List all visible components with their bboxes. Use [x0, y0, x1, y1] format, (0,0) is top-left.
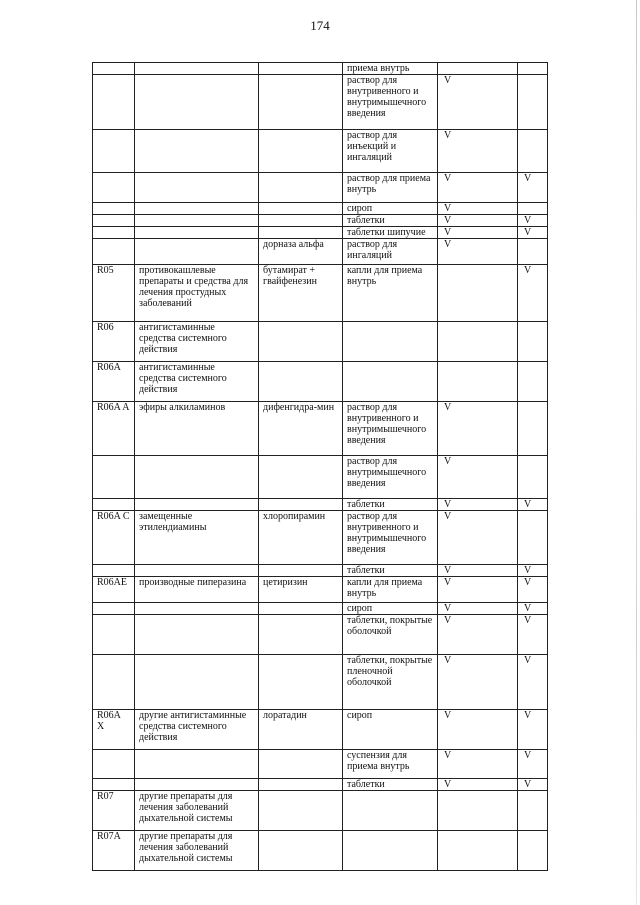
- mark-v2-cell: [518, 791, 548, 831]
- mark-v2-cell: [518, 362, 548, 402]
- group-name-cell: производные пиперазина: [135, 577, 259, 603]
- group-name-cell: [135, 456, 259, 499]
- atc-code-cell: R07: [93, 791, 135, 831]
- mark-v2-cell: [518, 203, 548, 215]
- mark-v2-cell: V: [518, 779, 548, 791]
- table-row: [93, 577, 548, 603]
- group-name-cell: [135, 615, 259, 655]
- dosage-form-cell: сироп: [343, 203, 438, 215]
- mark-v2-cell: V: [518, 577, 548, 603]
- mark-v1-cell: V: [438, 710, 518, 750]
- table-row: [93, 402, 548, 456]
- inn-cell: [259, 362, 343, 402]
- atc-code-cell: [93, 750, 135, 779]
- mark-v1-cell: [438, 362, 518, 402]
- inn-cell: хлоропирамин: [259, 511, 343, 565]
- dosage-form-cell: раствор для внутривенного и внутримышечного введения: [343, 511, 438, 565]
- table-row: [93, 791, 548, 831]
- table-row: [93, 173, 548, 203]
- dosage-form-cell: раствор для приема внутрь: [343, 173, 438, 203]
- mark-v1-cell: [438, 791, 518, 831]
- table-row: [93, 511, 548, 565]
- dosage-form-cell: [343, 791, 438, 831]
- dosage-form-cell: таблетки: [343, 215, 438, 227]
- atc-code-cell: [93, 63, 135, 75]
- inn-cell: цетиризин: [259, 577, 343, 603]
- dosage-form-cell: таблетки шипучие: [343, 227, 438, 239]
- mark-v2-cell: V: [518, 499, 548, 511]
- group-name-cell: [135, 603, 259, 615]
- table-row: [93, 615, 548, 655]
- inn-cell: [259, 791, 343, 831]
- drug-table-container: [92, 62, 547, 871]
- mark-v2-cell: V: [518, 227, 548, 239]
- mark-v2-cell: [518, 322, 548, 362]
- mark-v1-cell: V: [438, 779, 518, 791]
- table-row: [93, 710, 548, 750]
- group-name-cell: другие антигистаминные средства системного действия: [135, 710, 259, 750]
- atc-code-cell: [93, 239, 135, 265]
- mark-v1-cell: V: [438, 227, 518, 239]
- drug-table-body: [93, 63, 548, 871]
- atc-code-cell: R07A: [93, 831, 135, 871]
- mark-v1-cell: [438, 265, 518, 322]
- mark-v1-cell: V: [438, 75, 518, 130]
- table-row: [93, 215, 548, 227]
- mark-v2-cell: V: [518, 173, 548, 203]
- group-name-cell: [135, 130, 259, 173]
- dosage-form-cell: раствор для инъекций и ингаляций: [343, 130, 438, 173]
- inn-cell: дифенгидра-мин: [259, 402, 343, 456]
- atc-code-cell: [93, 565, 135, 577]
- dosage-form-cell: приема внутрь: [343, 63, 438, 75]
- group-name-cell: другие препараты для лечения заболеваний дыхательной системы: [135, 791, 259, 831]
- mark-v2-cell: [518, 456, 548, 499]
- inn-cell: [259, 615, 343, 655]
- table-row: [93, 499, 548, 511]
- dosage-form-cell: сироп: [343, 710, 438, 750]
- mark-v2-cell: V: [518, 603, 548, 615]
- dosage-form-cell: [343, 322, 438, 362]
- inn-cell: [259, 831, 343, 871]
- dosage-form-cell: капли для приема внутрь: [343, 577, 438, 603]
- mark-v1-cell: V: [438, 215, 518, 227]
- atc-code-cell: R06A A: [93, 402, 135, 456]
- atc-code-cell: [93, 615, 135, 655]
- group-name-cell: [135, 779, 259, 791]
- atc-code-cell: [93, 75, 135, 130]
- atc-code-cell: [93, 227, 135, 239]
- dosage-form-cell: таблетки: [343, 499, 438, 511]
- table-row: [93, 203, 548, 215]
- atc-code-cell: [93, 215, 135, 227]
- table-row: [93, 831, 548, 871]
- inn-cell: [259, 322, 343, 362]
- mark-v2-cell: V: [518, 215, 548, 227]
- mark-v1-cell: V: [438, 511, 518, 565]
- inn-cell: [259, 63, 343, 75]
- table-row: [93, 265, 548, 322]
- group-name-cell: антигистаминные средства системного действия: [135, 322, 259, 362]
- dosage-form-cell: таблетки: [343, 565, 438, 577]
- mark-v2-cell: V: [518, 615, 548, 655]
- atc-code-cell: [93, 655, 135, 710]
- mark-v1-cell: V: [438, 239, 518, 265]
- dosage-form-cell: раствор для внутривенного и внутримышечного введения: [343, 75, 438, 130]
- dosage-form-cell: таблетки: [343, 779, 438, 791]
- table-row: [93, 75, 548, 130]
- dosage-form-cell: капли для приема внутрь: [343, 265, 438, 322]
- table-row: [93, 227, 548, 239]
- inn-cell: [259, 603, 343, 615]
- table-row: [93, 603, 548, 615]
- dosage-form-cell: [343, 831, 438, 871]
- dosage-form-cell: раствор для внутривенного и внутримышечного введения: [343, 402, 438, 456]
- group-name-cell: [135, 203, 259, 215]
- mark-v2-cell: [518, 63, 548, 75]
- mark-v1-cell: V: [438, 130, 518, 173]
- atc-code-cell: R06A C: [93, 511, 135, 565]
- mark-v1-cell: V: [438, 499, 518, 511]
- mark-v2-cell: V: [518, 750, 548, 779]
- group-name-cell: [135, 173, 259, 203]
- mark-v1-cell: V: [438, 750, 518, 779]
- mark-v1-cell: V: [438, 565, 518, 577]
- table-row: [93, 655, 548, 710]
- dosage-form-cell: раствор для ингаляций: [343, 239, 438, 265]
- group-name-cell: антигистаминные средства системного действия: [135, 362, 259, 402]
- atc-code-cell: R06A X: [93, 710, 135, 750]
- inn-cell: [259, 655, 343, 710]
- table-row: [93, 456, 548, 499]
- group-name-cell: [135, 227, 259, 239]
- mark-v1-cell: V: [438, 203, 518, 215]
- table-row: [93, 322, 548, 362]
- group-name-cell: [135, 750, 259, 779]
- mark-v1-cell: [438, 831, 518, 871]
- atc-code-cell: R06: [93, 322, 135, 362]
- mark-v2-cell: [518, 130, 548, 173]
- mark-v2-cell: [518, 239, 548, 265]
- group-name-cell: противокашлевые препараты и средства для лечения простудных заболеваний: [135, 265, 259, 322]
- group-name-cell: [135, 565, 259, 577]
- group-name-cell: [135, 239, 259, 265]
- inn-cell: [259, 565, 343, 577]
- mark-v1-cell: V: [438, 402, 518, 456]
- group-name-cell: [135, 75, 259, 130]
- mark-v1-cell: V: [438, 173, 518, 203]
- mark-v1-cell: [438, 322, 518, 362]
- mark-v1-cell: V: [438, 577, 518, 603]
- table-row: [93, 779, 548, 791]
- atc-code-cell: [93, 130, 135, 173]
- mark-v1-cell: V: [438, 603, 518, 615]
- mark-v1-cell: V: [438, 655, 518, 710]
- table-row: [93, 362, 548, 402]
- inn-cell: [259, 499, 343, 511]
- inn-cell: [259, 130, 343, 173]
- dosage-form-cell: суспензия для приема внутрь: [343, 750, 438, 779]
- inn-cell: лоратадин: [259, 710, 343, 750]
- mark-v2-cell: V: [518, 655, 548, 710]
- mark-v2-cell: [518, 511, 548, 565]
- dosage-form-cell: раствор для внутримышечного введения: [343, 456, 438, 499]
- atc-code-cell: [93, 173, 135, 203]
- group-name-cell: [135, 655, 259, 710]
- group-name-cell: [135, 215, 259, 227]
- inn-cell: [259, 215, 343, 227]
- inn-cell: бутамират + гвайфенезин: [259, 265, 343, 322]
- mark-v2-cell: V: [518, 265, 548, 322]
- table-row: [93, 130, 548, 173]
- group-name-cell: замещенные этилендиамины: [135, 511, 259, 565]
- mark-v2-cell: V: [518, 565, 548, 577]
- dosage-form-cell: сироп: [343, 603, 438, 615]
- atc-code-cell: [93, 499, 135, 511]
- group-name-cell: другие препараты для лечения заболеваний дыхательной системы: [135, 831, 259, 871]
- drug-table: [92, 62, 548, 871]
- table-row: [93, 565, 548, 577]
- inn-cell: дорназа альфа: [259, 239, 343, 265]
- inn-cell: [259, 456, 343, 499]
- atc-code-cell: [93, 779, 135, 791]
- scan-edge-line: [636, 0, 637, 905]
- dosage-form-cell: таблетки, покрытые пленочной оболочкой: [343, 655, 438, 710]
- mark-v1-cell: V: [438, 456, 518, 499]
- inn-cell: [259, 750, 343, 779]
- mark-v1-cell: V: [438, 615, 518, 655]
- group-name-cell: [135, 63, 259, 75]
- table-row: [93, 750, 548, 779]
- mark-v1-cell: [438, 63, 518, 75]
- page-number: 174: [310, 18, 330, 33]
- atc-code-cell: R05: [93, 265, 135, 322]
- atc-code-cell: [93, 456, 135, 499]
- dosage-form-cell: таблетки, покрытые оболочкой: [343, 615, 438, 655]
- inn-cell: [259, 203, 343, 215]
- mark-v2-cell: [518, 831, 548, 871]
- dosage-form-cell: [343, 362, 438, 402]
- inn-cell: [259, 227, 343, 239]
- mark-v2-cell: V: [518, 710, 548, 750]
- table-row: [93, 239, 548, 265]
- mark-v2-cell: [518, 402, 548, 456]
- group-name-cell: [135, 499, 259, 511]
- group-name-cell: эфиры алкиламинов: [135, 402, 259, 456]
- inn-cell: [259, 779, 343, 791]
- atc-code-cell: R06A: [93, 362, 135, 402]
- atc-code-cell: R06AE: [93, 577, 135, 603]
- mark-v2-cell: [518, 75, 548, 130]
- table-row: [93, 63, 548, 75]
- atc-code-cell: [93, 203, 135, 215]
- inn-cell: [259, 173, 343, 203]
- atc-code-cell: [93, 603, 135, 615]
- inn-cell: [259, 75, 343, 130]
